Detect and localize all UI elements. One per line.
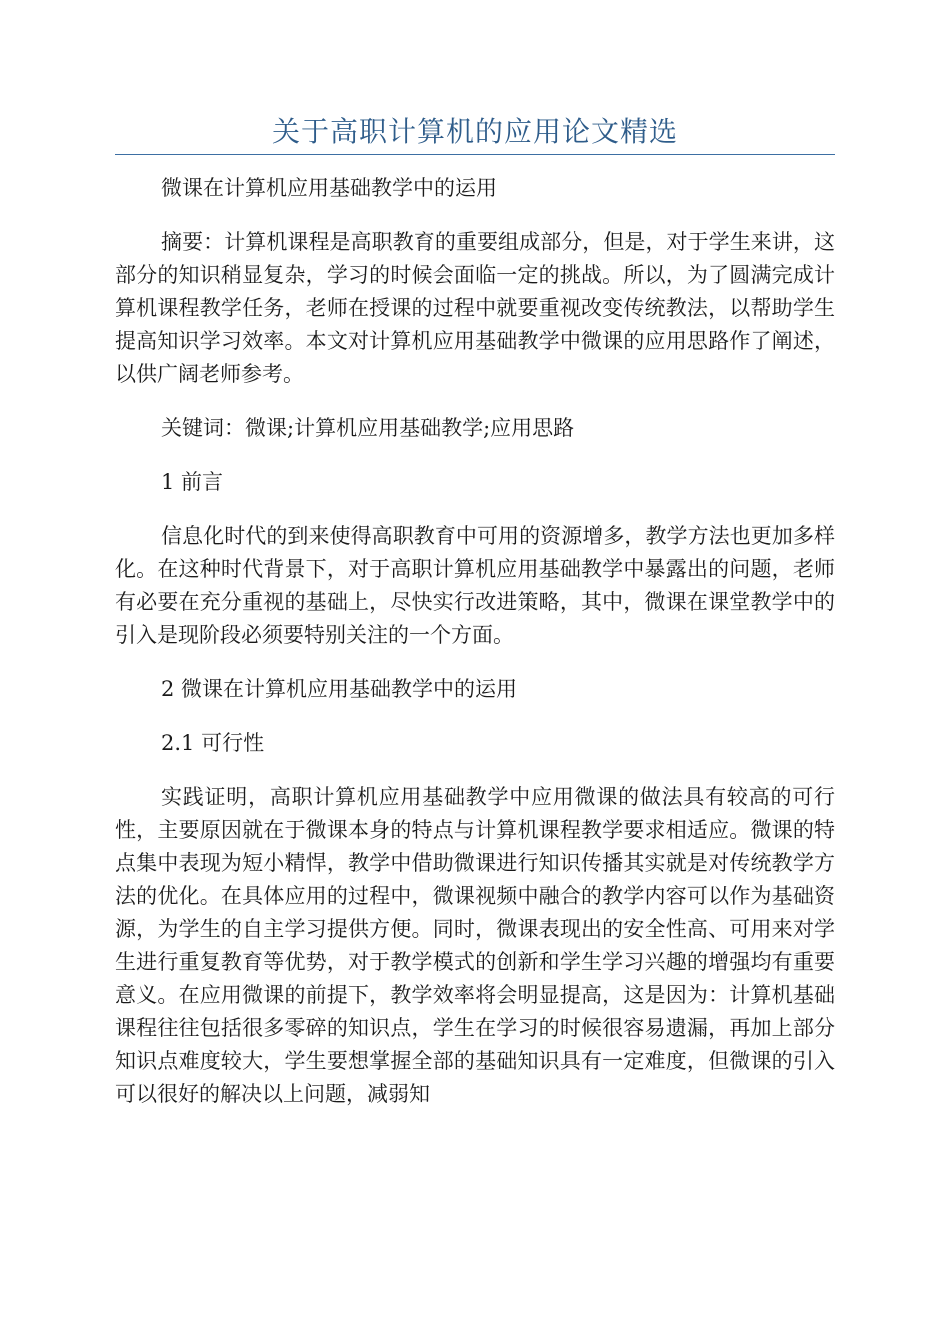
section-heading-paper-title: 微课在计算机应用基础教学中的运用 — [161, 176, 497, 200]
abstract-paragraph: 摘要：计算机课程是高职教育的重要组成部分，但是，对于学生来讲，这部分的知识稍显复杂，学习的时候会面临一定的挑战。所以，为了圆满完成计算机课程教学任务，老师在授课的过程中就要重视改变传统教法，以帮助学生提高知识学习效率。本文对计算机应用基础教学中微课的应用思路作了阐述，以供广阔老师参考。 — [115, 230, 835, 386]
title-underline — [115, 154, 835, 155]
section-heading-2: 2 微课在计算机应用基础教学中的运用 — [161, 677, 518, 701]
page-title: 关于高职计算机的应用论文精选 — [271, 115, 678, 148]
section-heading-1: 1 前言 — [161, 470, 224, 494]
body-paragraph: 实践证明，高职计算机应用基础教学中应用微课的做法具有较高的可行性，主要原因就在于微课本身的特点与计算机课程教学要求相适应。微课的特点集中表现为短小精悍，教学中借助微课进行知识传播其实就是对传统教学方法的优化。在具体应用的过程中，微课视频中融合的教学内容可以作为基础资源，为学生的自主学习提供方便。同时，微课表现出的安全性高、可用来对学生进行重复教育等优势，对于教学模式的创新和学生学习兴趣的增强均有重要意义。在应用微课的前提下，教学效率将会明显提高，这是因为：计算机基础课程往往包括很多零碎的知识点，学生在学习的时候很容易遗漏，再加上部分知识点难度较大，学生要想掌握全部的基础知识具有一定难度，但微课的引入可以很好的解决以上问题，减弱知 — [115, 785, 835, 1106]
keywords-paragraph: 关键词：微课;计算机应用基础教学;应用思路 — [161, 416, 575, 440]
section-heading-2-1: 2.1 可行性 — [161, 731, 265, 755]
body-paragraph: 信息化时代的到来使得高职教育中可用的资源增多，教学方法也更加多样化。在这种时代背景下，对于高职计算机应用基础教学中暴露出的问题，老师有必要在充分重视的基础上，尽快实行改进策略，其中，微课在课堂教学中的引入是现阶段必须要特别关注的一个方面。 — [115, 524, 835, 647]
document-body — [115, 172, 835, 1132]
